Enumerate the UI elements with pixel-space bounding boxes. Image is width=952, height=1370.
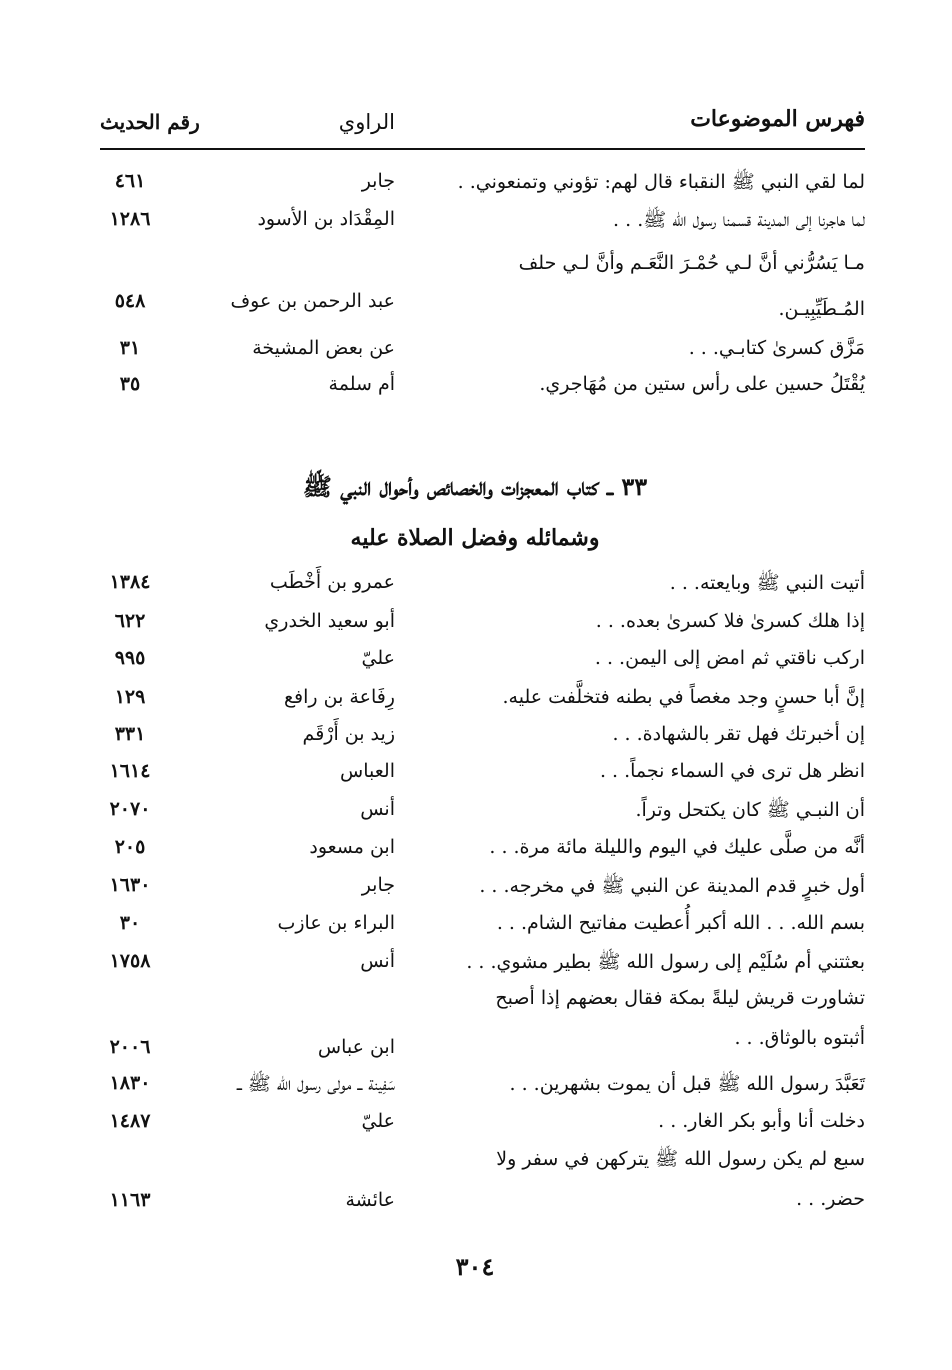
hadith-number: ٩٩٥: [114, 647, 146, 669]
hadith-text: تَعَبَّدَ رسول الله ﷺ قبل أن يموت بشهرين. . .: [509, 1073, 865, 1095]
hadith-number: ١٢٩: [114, 686, 146, 708]
narrator: أم سلمة: [328, 373, 395, 395]
hadith-text: إنَّ أبا حسنٍ وجد مغصاً في بطنه فتخلَّفت عليه.: [502, 686, 865, 708]
page-number: ٣٠٤: [455, 1252, 495, 1281]
narrator: البراء بن عازب: [277, 912, 395, 934]
hadith-text: أنَّه من صلَّى عليك في اليوم والليلة مائة مرة. . .: [489, 836, 865, 858]
header-narrator: الراوي: [338, 110, 395, 134]
hadith-text: بسم الله. . . الله أكبر أُعطيت مفاتيح الشام. . .: [496, 912, 865, 934]
narrator: جابر: [361, 874, 395, 896]
hadith-number: ١٦٣٠: [109, 874, 151, 896]
narrator: عائشة: [345, 1189, 395, 1211]
narrator: المِقْدَاد بن الأسود: [257, 208, 395, 230]
hadith-text: أتيت النبي ﷺ وبايعته. . .: [669, 572, 865, 594]
index-row: [100, 240, 865, 330]
hadith-text: يُقْتَلُ حسين على رأس ستين من مُهَاجري.: [539, 373, 865, 395]
narrator: ابن مسعود: [309, 836, 395, 858]
index-row: [100, 1145, 865, 1225]
narrator: ابن عباس: [317, 1036, 395, 1058]
hadith-text: أول خبرٍ قدم المدينة عن النبي ﷺ في مخرجه. . .: [479, 875, 865, 897]
hadith-text: لما هاجرنا إلى المدينة قسمنا رسول الله ﷺ. . .: [613, 209, 865, 231]
hadith-text: سبع لم يكن رسول الله ﷺ يتركهن في سفر ولا حضر. . .: [496, 1148, 865, 1210]
chapter-title-line1: ٣٣ ــ كتاب المعجزات والخصائص وأحوال النبي ﷺ: [302, 472, 648, 501]
narrator: سَفِينة ــ مولى رسول الله ﷺ ــ: [237, 1073, 395, 1095]
hadith-number: ٣١: [119, 337, 141, 359]
narrator: عليّ: [361, 1110, 395, 1132]
hadith-number: ١٣٨٤: [109, 571, 151, 593]
hadith-text: بعثتني أم سُلَيْم إلى رسول الله ﷺ بطير مشوي. . .: [466, 951, 865, 973]
narrator: أنس: [360, 950, 395, 972]
narrator: عبد الرحمن بن عوف: [230, 290, 395, 312]
hadith-number: ١١٦٣: [109, 1189, 151, 1211]
hadith-number: ٣٠: [119, 912, 141, 934]
hadith-number: ١٤٨٧: [109, 1110, 151, 1132]
header-hadith-number: رقم الحديث: [100, 110, 200, 134]
narrator: عن بعض المشيخة: [252, 337, 395, 359]
hadith-number: ٢٠٧٠: [109, 798, 151, 820]
hadith-text: مـا يَسُرُّني أنَّ لـي حُمْـرَ النَّعَـم وأنَّ لـي حلف المُـطَيِّبِيـن.: [518, 252, 865, 320]
hadith-text: مَزَّق كسرىٰ كتابـي. . .: [688, 337, 865, 359]
hadith-number: ١٨٣٠: [109, 1072, 151, 1094]
hadith-text: إن أخبرتك فهل تقر بالشهادة. . .: [612, 723, 865, 745]
hadith-text: دخلت أنا وأبو بكر الغار. . .: [658, 1110, 865, 1132]
hadith-text: تشاورت قريش ليلةً بمكة فقال بعضهم إذا أصبح أثبتوه بالوثاق. . .: [495, 987, 865, 1049]
hadith-text: اركب ناقتي ثم امض إلى اليمن. . .: [594, 647, 865, 669]
narrator: زيد بن أَرْقَم: [302, 723, 395, 745]
chapter-title-line2: وشمائله وفضل الصلاة عليه: [350, 525, 600, 551]
hadith-number: ٦٢٢: [114, 610, 146, 632]
hadith-number: ٢٠٥: [114, 836, 146, 858]
hadith-number: ٣٣١: [114, 723, 146, 745]
narrator: جابر: [361, 170, 395, 192]
index-header: [100, 100, 865, 150]
hadith-number: ١٢٨٦: [109, 208, 151, 230]
narrator: رِفَاعة بن رافع: [283, 686, 395, 708]
narrator: عمرو بن أَخْطَب: [269, 571, 395, 593]
hadith-text: إذا هلك كسرىٰ فلا كسرىٰ بعده. . .: [595, 610, 865, 632]
hadith-number: ٥٤٨: [114, 290, 146, 312]
narrator: عليّ: [361, 647, 395, 669]
hadith-text: انظر هل ترى في السماء نجماً. . .: [599, 760, 865, 782]
narrator: العباس: [340, 760, 395, 782]
hadith-number: ١٧٥٨: [109, 950, 151, 972]
hadith-number: ١٦١٤: [109, 760, 151, 782]
narrator: أنس: [360, 798, 395, 820]
index-row: [100, 986, 865, 1066]
hadith-number: ٣٥: [119, 373, 141, 395]
hadith-number: ٤٦١: [114, 170, 146, 192]
narrator: أبو سعيد الخدري: [264, 610, 395, 632]
hadith-text: لما لقي النبي ﷺ النقباء قال لهم: تؤوني وتمنعوني. .: [457, 171, 865, 193]
hadith-text: أن النبـي ﷺ كان يكتحل وتراً.: [635, 799, 865, 821]
hadith-number: ٢٠٠٦: [109, 1036, 151, 1058]
header-topic: فهرس الموضوعات: [690, 106, 865, 132]
